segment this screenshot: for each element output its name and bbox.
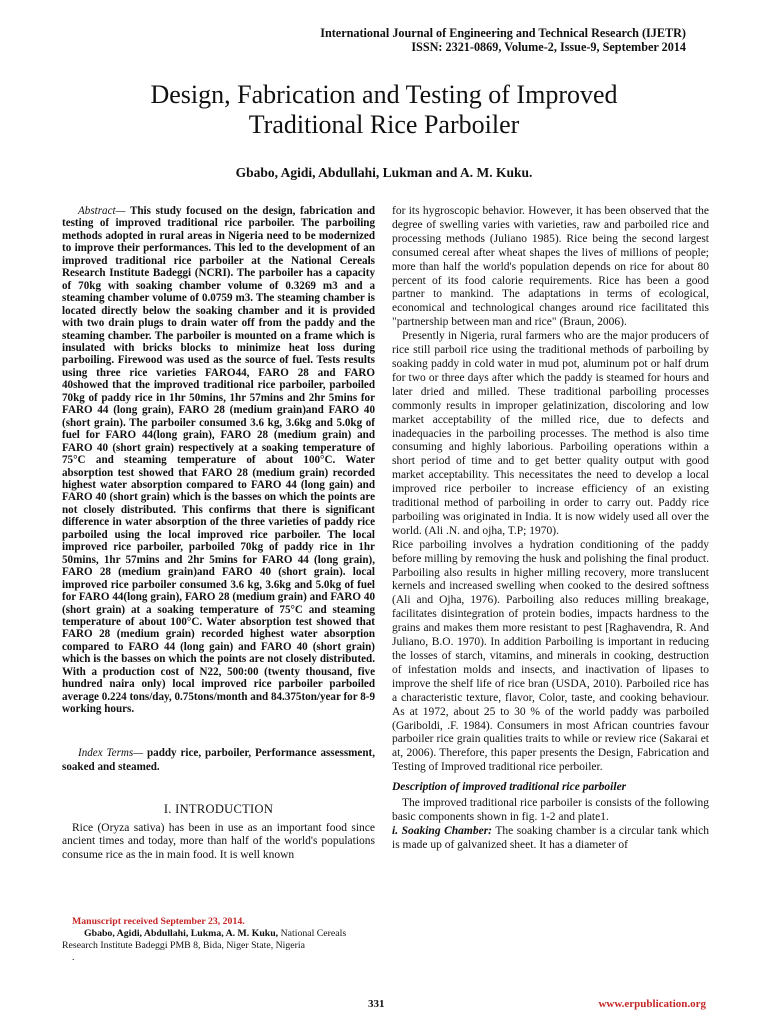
footnote [62, 916, 378, 964]
abstract-label: Abstract— [78, 205, 126, 217]
footnote-affiliation [62, 928, 378, 952]
paragraph-3: Rice parboiling involves a hydration conditioning of the paddy before milling by removing the husk and polishing the final product. Parboiling also results in higher milling recovery, more translucent kernels and increased swelling when cooked to the desired softness (Ali and Ojha, 1976). Parboiling also reduces milling breakage, facilitates disintegration of protein bodies, impacts hardness to the grains and makes them more resistant to pest [Raghavendra, R. And Juliano, B.O. 1970). In addition Parboiling is important in reducing the losses of starch, vitamins, and minerals in cooking, destruction of infestation molds and insects, and inactivation of lipases to improve the shelf life of rice bran (USDA, 2010). Parboiled rice has a characteristic texture, flavor, Color, taste, and cooking behaviour. As at 1972, about 25 to 30 % of the world paddy was parboiled (Gariboldi, .F. 1984). Consumers in most African countries favour parboiler rice grain qualities traits to while or review rice (Sakarai et at, 2006). Therefore, this paper presents the Design, Fabrication and Testing of Improved traditional rice perboiler. [392, 538, 709, 774]
journal-header [320, 26, 686, 54]
paragraph-5 [392, 825, 709, 853]
publisher-website[interactable]: www.erpublication.org [598, 998, 706, 1010]
intro-paragraph: Rice (Oryza sativa) has been in use as an important food since ancient times and today, more than half of the world's populations consume rice as the in main food. It is well known [62, 821, 375, 862]
index-terms-text: paddy rice, parboiler, Performance assessment, soaked and steamed. [62, 746, 375, 773]
paragraph-1: for its hygroscopic behavior. However, it has been observed that the degree of swelling varies with varieties, raw and parboiled rice and processing methods (Juliano 1985). Rice being the second largest consumed cereal after wheat shapes the lives of millions of people; more than half the world's population depends on rice for about 80 percent of its food calorie requirements. Rice has been a good partner to mankind. The adaptations in terms of ecological, economical and technological changes around rice facilitated this "partnership between man and rice" (Braun, 2006). [392, 205, 709, 329]
author-list: Gbabo, Agidi, Abdullahi, Lukman and A. M. Kuku. [235, 165, 533, 180]
index-terms-label: Index Terms— [78, 746, 144, 759]
soaking-chamber-label: i. Soaking Chamber: [392, 824, 493, 837]
index-terms [62, 746, 375, 774]
title-line-2: Traditional Rice Parboiler [248, 110, 520, 139]
abstract-text: This study focused on the design, fabrication and testing of improved traditional rice parboiler. The parboiling methods adopted in rural areas in Nigeria need to be modernized to improve their performances. This led to the development of an improved traditional rice parboiler at the National Cereals Research Institute Badeggi (NCRI). The parboiler has a capacity of 70kg with soaking chamber volume of 0.3269 m3 and a steaming chamber volume of 0.0759 m3. The steaming chamber is located directly below the soaking chamber and it is provided with two drain plugs to drain water off from the paddy and the steaming chamber. The parboiler is mounted on a frame which is insulated with bricks blocks to minimize heat loss during parboiling. Firewood was used as the source of fuel. Tests results using three rice varieties FARO44, FARO 28 and FARO 40showed that the improved traditional rice parboiler, parboiled 70kg of paddy rice in 1hr 50mins, 1hr 57mins and 2hr 5mins for FARO 44 (long grain), FARO 28 (medium grain)and FARO 40 (short grain). The parboiler consumed 3.6 kg, 3.6kg and 5.0kg of fuel for FARO 44(long grain), FARO 28 (medium grain) and FARO 40 (short grain) respectively at a soaking temperature of 75°C and steaming temperature of about 100°C. Water absorption test showed that FARO 28 (medium grain) recorded highest water absorption compared to FARO 44 (long gain) and FARO 40 (short grain) which is the basses on which the points are not closely distributed. This confirms that there is significant difference in water absorption of the three varieties of paddy rice parboiled using the local improved rice parboiler. The local improved rice parboiler, parboiled 70kg of paddy rice in 1hr 50mins, 1hr 57mins and 2hr 5mins for FARO 44 (long grain), FARO 28 (medium grain)and FARO 40 (short grain). local improved rice parboiler consumed 3.6 kg, 3.6kg and 5.0kg of fuel for FARO 44(long grain), FARO 28 (medium grain) and FARO 40 (short grain) at a soaking temperature of 75°C and steaming temperature of about 100°C. Water absorption test showed that FARO 28 (medium grain) recorded highest water absorption compared to FARO 44 (long gain) and FARO 40 (short grain) which is the basses on which the points are not closely distributed. With a production cost of N22, 500:00 (twenty thousand, five hundred naira only) local improved rice parboiler parboiled average 0.224 tons/day, 0.75tons/month and 84.375ton/year for 8-9 working hours. [62, 205, 375, 716]
manuscript-received: Manuscript received September 23, 2014. [72, 916, 245, 927]
journal-name: International Journal of Engineering and Technical Research (IJETR) [320, 26, 686, 40]
title-line-1: Design, Fabrication and Testing of Improved [150, 80, 618, 109]
journal-issn: ISSN: 2321-0869, Volume-2, Issue-9, September 2014 [411, 40, 686, 54]
left-column [62, 205, 375, 863]
page-number: 331 [368, 998, 385, 1010]
paper-title [70, 80, 698, 140]
footnote-address: National Cereals Research Institute Badeggi PMB 8, Bida, Niger State, Nigeria [62, 928, 347, 951]
abstract [62, 205, 375, 716]
right-column [392, 205, 709, 853]
paragraph-2: Presently in Nigeria, rural farmers who are the major producers of rice still parboil rice using the traditional methods of parboiling by soaking paddy in cold water in mud pot, aluminum pot or half drum for two or three days after which the paddy is steamed for hours and later dried and milled. These traditional parboiling processes commonly results in improper gelatinization, discoloring and low market acceptability of the milled rice, due to defects and inadequacies in the parboiling processes. The method is also time consuming and highly laborious. Parboiling operations within a short period of time and to get better quality output with good market acceptability. This necessitates the need to develop a local improved rice perboiler to increase efficiency of an existing traditional method of parboiling in order to carry out. Paddy rice parboiling was originated in India. It is now widely used all over the world. (Ali .N. and ojha, T.P; 1970). [392, 330, 709, 537]
section-heading-introduction: I. INTRODUCTION [163, 801, 274, 816]
paragraph-4: The improved traditional rice parboiler is consists of the following basic components shown in fig. 1-2 and plate1. [392, 797, 709, 824]
footnote-authors: Gbabo, Agidi, Abdullahi, Lukma, A. M. Kuku, [84, 928, 279, 939]
soaking-chamber-text: The soaking chamber is a circular tank which is made up of galvanized sheet. It has a diameter of [392, 824, 709, 851]
footnote-dot: . [72, 952, 75, 963]
subsection-heading: Description of improved traditional rice parboiler [392, 781, 627, 794]
